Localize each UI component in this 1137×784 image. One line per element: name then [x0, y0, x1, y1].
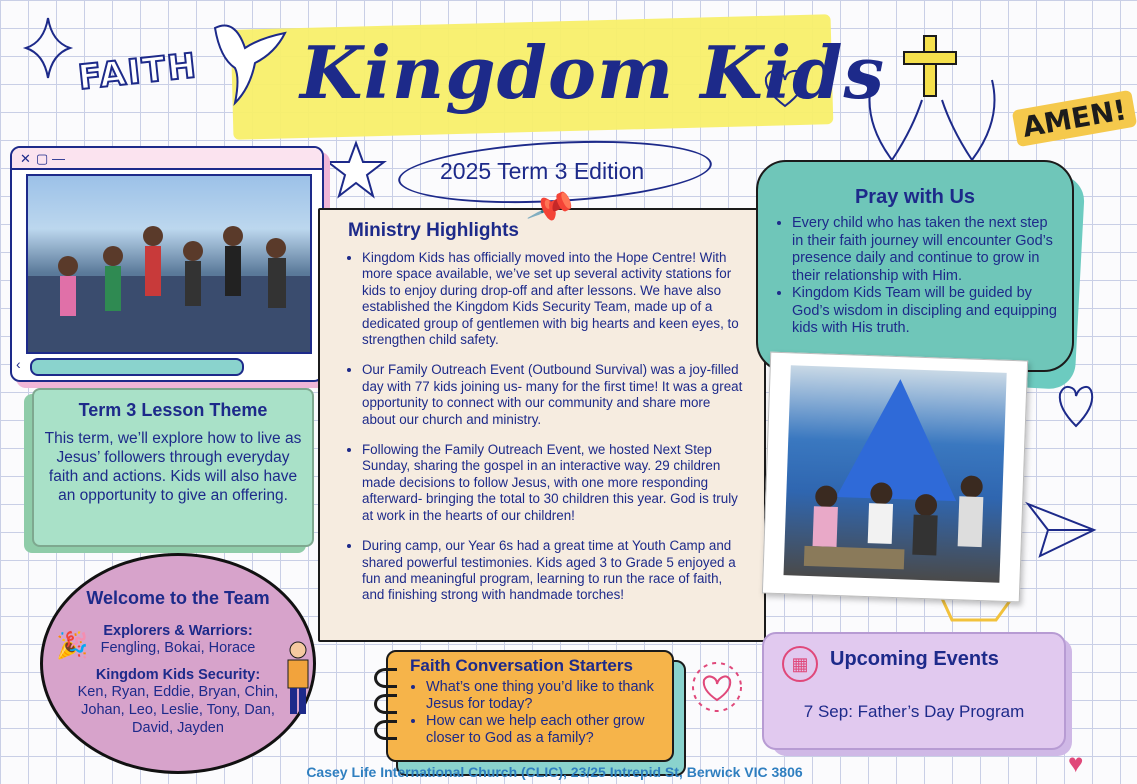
pray-list [758, 215, 1072, 338]
maximize-icon: ▢ [36, 151, 49, 166]
list-item: • During camp, our Year 6s had a great time at Youth Camp and shared powerful testimonies. Kids aged 3 to Grade 5 enjoyed a fun and meaningful program, learning to run the race of faith, and finishing strong with handmade torches! [362, 538, 746, 604]
team-group-label: Explorers & Warriors: [103, 623, 253, 639]
close-icon: ✕ [20, 151, 31, 166]
team-group-label: Kingdom Kids Security: [95, 667, 261, 683]
events-heading: Upcoming Events [830, 648, 999, 670]
calendar-icon: ▦ [782, 646, 818, 682]
events-card [762, 632, 1066, 750]
dove-icon [205, 8, 305, 108]
lesson-theme-card [32, 388, 314, 547]
list-item: • Kingdom Kids has officially moved into the Hope Centre! With more space available, we’ve set up several activity stations for kids to enjoy during drop-off and after lessons. We have also established the Kingdom Kids Security Team, made up of a dedicated group of gentlemen with big hearts and keen eyes, to strengthen child safety. [362, 250, 746, 348]
list-item: • What’s one thing you’d like to thank Jesus for today? [426, 679, 664, 713]
welcome-team-card [40, 553, 316, 774]
window-title-bar [12, 148, 322, 170]
list-item: • Every child who has taken the next step in their faith journey will encounter God’s presence daily and continue to grow in their relationship with Him. [792, 215, 1062, 285]
binder-ring [374, 694, 397, 714]
footer-address: Casey Life International Church (CLIC), 23/25 Intrepid St, Berwick VIC 3806 [306, 764, 803, 780]
team-group-names: Ken, Ryan, Eddie, Bryan, Chin, Johan, Leo, Leslie, Tony, Dan, David, Jayden [77, 684, 279, 736]
party-popper-icon: 🎉 [56, 630, 89, 660]
heart-icon-right [1056, 380, 1096, 430]
conversation-heading: Faith Conversation Starters [410, 656, 633, 675]
edition-label: 2025 Term 3 Edition [440, 158, 645, 184]
faith-sticker: FAITH [76, 45, 200, 99]
lesson-body: This term, we’ll explore how to live as Jesus’ followers through everyday faith and actions. Kids will also have an opportunity to give an offering. [44, 430, 302, 504]
kids-group-photo [26, 174, 312, 354]
list-item: • Kingdom Kids Team will be guided by God’s wisdom in discipling and equipping kids with His truth. [792, 285, 1062, 338]
star-icon [326, 140, 386, 200]
chevron-left-icon: ‹ [16, 356, 21, 372]
sparkle-icon [26, 18, 70, 78]
church-logo-icon: ♥ [1068, 748, 1084, 778]
list-item: • Following the Family Outreach Event, we hosted Next Step Sunday, sharing the gospel in an interactive way. 29 children made decisions to follow Jesus, with one more responding afterward- bringing the total to 30 children this year. God is truly at work in the hearts of our children! [362, 442, 746, 524]
conversation-list [388, 679, 672, 747]
polaroid-photo [762, 352, 1028, 603]
binder-ring [374, 720, 397, 740]
lesson-heading: Term 3 Lesson Theme [78, 400, 268, 420]
binder-ring [374, 668, 397, 688]
heart-burst-icon [690, 660, 744, 714]
pray-heading: Pray with Us [854, 186, 976, 208]
amen-sticker: AMEN! [1012, 90, 1137, 147]
photo-window [10, 146, 324, 382]
minimize-icon: — [52, 151, 65, 166]
highlights-heading: Ministry Highlights [348, 220, 519, 241]
heart-icon [762, 66, 808, 110]
highlights-list [320, 250, 764, 604]
ministry-highlights-card [318, 208, 766, 642]
welcome-heading: Welcome to the Team [86, 588, 270, 608]
praying-hands-icon [852, 70, 1012, 170]
conversation-card [386, 650, 674, 762]
tent-kids-photo [784, 365, 1007, 582]
worker-icon [278, 640, 318, 720]
list-item: • Our Family Outreach Event (Outbound Survival) was a joy-filled day with 77 kids joining us- many for the first time! It was a great opportunity to connect with our community and share more about our church and ministry. [362, 362, 746, 428]
list-item: • How can we help each other grow closer to God as a family? [426, 713, 664, 747]
scrollbar[interactable] [30, 358, 244, 376]
pray-card [756, 160, 1074, 372]
event-item: 7 Sep: Father’s Day Program [803, 702, 1025, 721]
page-title: Kingdom Kids [300, 30, 886, 115]
pin-icon: 📌 [524, 182, 578, 234]
paper-plane-icon [1026, 500, 1096, 560]
team-group-names: Fengling, Bokai, Horace [100, 640, 256, 656]
